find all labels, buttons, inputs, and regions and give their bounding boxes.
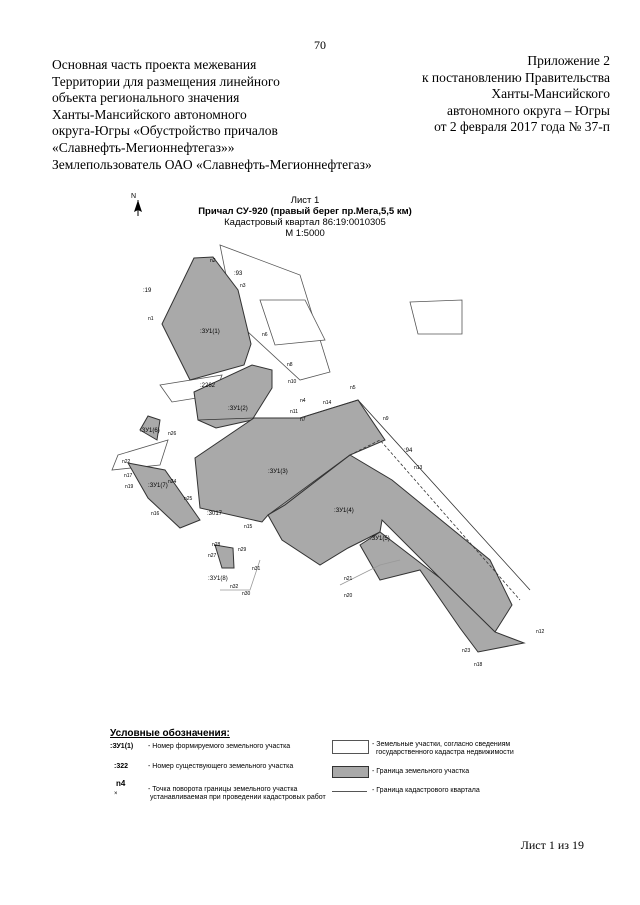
existing-parcel-label: :2262 <box>200 383 216 389</box>
map-title-block <box>180 195 430 239</box>
legend-swatch-existing <box>332 740 369 754</box>
header-left-line: «Славнефть-Мегионнефтегаз»» <box>52 139 235 155</box>
north-label: N <box>131 193 137 200</box>
point-label: n18 <box>474 662 483 668</box>
parcel-label: :ЗУ1(3) <box>268 469 288 475</box>
legend-text: - Земельные участки, согласно сведениям <box>372 741 511 748</box>
parcel-label: :ЗУ1(4) <box>334 508 354 514</box>
legend-symbol: :ЗУ1(1) <box>110 743 134 750</box>
point-label: n9 <box>383 416 389 422</box>
map-title: Причал СУ-920 (правый берег пр.Мега,5,5 км) <box>198 206 412 217</box>
header-left-line: объекта регионального значения <box>52 90 240 106</box>
point-label: n24 <box>168 479 177 485</box>
point-label: n16 <box>151 511 160 517</box>
legend-title: Условные обозначения: <box>110 728 230 739</box>
legend-text: - Номер формируемого земельного участка <box>148 743 291 750</box>
point-label: n22 <box>122 459 131 465</box>
existing-parcel-label: :3017 <box>207 511 223 517</box>
point-label: n13 <box>414 465 423 471</box>
point-label: n12 <box>536 629 545 635</box>
page-number: 70 <box>314 38 326 52</box>
existing-parcel-label: :19 <box>143 288 152 294</box>
header-right-line: автономного округа – Югры <box>447 102 610 118</box>
legend-text: - Граница земельного участка <box>372 768 470 775</box>
legend-text: - Номер существующего земельного участка <box>148 763 294 770</box>
point-label: n29 <box>238 547 247 553</box>
legend-text: государственного кадастра недвижимости <box>376 749 514 756</box>
existing-parcel-label: :93 <box>234 271 243 277</box>
legend <box>110 728 590 808</box>
legend-symbol: :322 <box>114 763 129 770</box>
point-label: n1 <box>148 316 154 322</box>
header-left-line: округа-Югры «Обустройство причалов <box>52 123 278 139</box>
point-label: n30 <box>242 591 251 597</box>
cadastral-quarter: Кадастровый квартал 86:19:0010305 <box>224 217 386 228</box>
point-label: n10 <box>288 379 297 385</box>
parcel-label: :ЗУ1(2) <box>228 406 248 412</box>
point-label: n25 <box>184 496 193 502</box>
sheet-counter: Лист 1 из 19 <box>520 838 584 852</box>
header-right-line: к постановлению Правительства <box>421 69 610 85</box>
point-label: n5 <box>350 385 356 391</box>
header-right-line: от 2 февраля 2017 года № 37-п <box>434 119 610 135</box>
point-label: n31 <box>252 566 261 572</box>
legend-symbol: n4 <box>116 779 126 788</box>
north-arrow-icon <box>134 200 142 216</box>
point-label: n20 <box>344 593 353 599</box>
point-label: n15 <box>244 524 253 530</box>
parcel-zu1-8 <box>215 545 234 568</box>
parcel-label: :ЗУ1(5) <box>370 536 390 542</box>
header-left-line: Территории для размещения линейного <box>52 73 280 89</box>
point-label: n6 <box>262 332 268 338</box>
point-label: n32 <box>230 584 239 590</box>
point-label: n3 <box>240 283 246 289</box>
point-label: n11 <box>290 409 298 415</box>
point-label: n8 <box>287 362 293 368</box>
legend-text: устанавливаемая при проведении кадастровых работ <box>150 794 326 801</box>
map-scale: М 1:5000 <box>285 228 325 239</box>
existing-parcel <box>410 300 462 334</box>
parcel-label: :ЗУ1(6) <box>140 428 160 434</box>
point-label: n23 <box>462 648 471 654</box>
legend-text: - Точка поворота границы земельного участка <box>148 786 298 793</box>
point-label: n17 <box>124 473 133 479</box>
point-label: n27 <box>208 553 217 559</box>
point-label: n4 <box>300 398 306 404</box>
point-label: n19 <box>125 484 134 490</box>
sheet-label: Лист 1 <box>290 195 320 206</box>
legend-text: - Граница кадастрового квартала <box>372 787 480 794</box>
point-label: n26 <box>168 431 177 437</box>
point-label: n7 <box>300 417 306 423</box>
header-left-line: Землепользователь ОАО «Славнефть-Мегионнефтегаз» <box>52 156 372 172</box>
parcel-label: :ЗУ1(7) <box>148 483 168 489</box>
legend-swatch-quarter-line <box>332 791 367 792</box>
point-label: n28 <box>212 542 221 548</box>
header-left-line: Ханты-Мансийского автономного <box>52 106 247 122</box>
header-right-line: Ханты-Мансийского <box>491 86 610 102</box>
header-right-line: Приложение 2 <box>527 53 610 68</box>
parcel-label: :ЗУ1(8) <box>208 576 228 582</box>
parcel-label: :ЗУ1(1) <box>200 329 220 335</box>
legend-swatch-parcel <box>332 766 369 778</box>
point-label: n2 <box>210 258 216 264</box>
point-label: n14 <box>323 400 332 406</box>
point-label: n21 <box>344 576 353 582</box>
existing-parcel-label: :94 <box>404 448 413 454</box>
legend-point-marker-icon: × <box>114 791 118 797</box>
header-left-line: Основная часть проекта межевания <box>52 57 257 72</box>
